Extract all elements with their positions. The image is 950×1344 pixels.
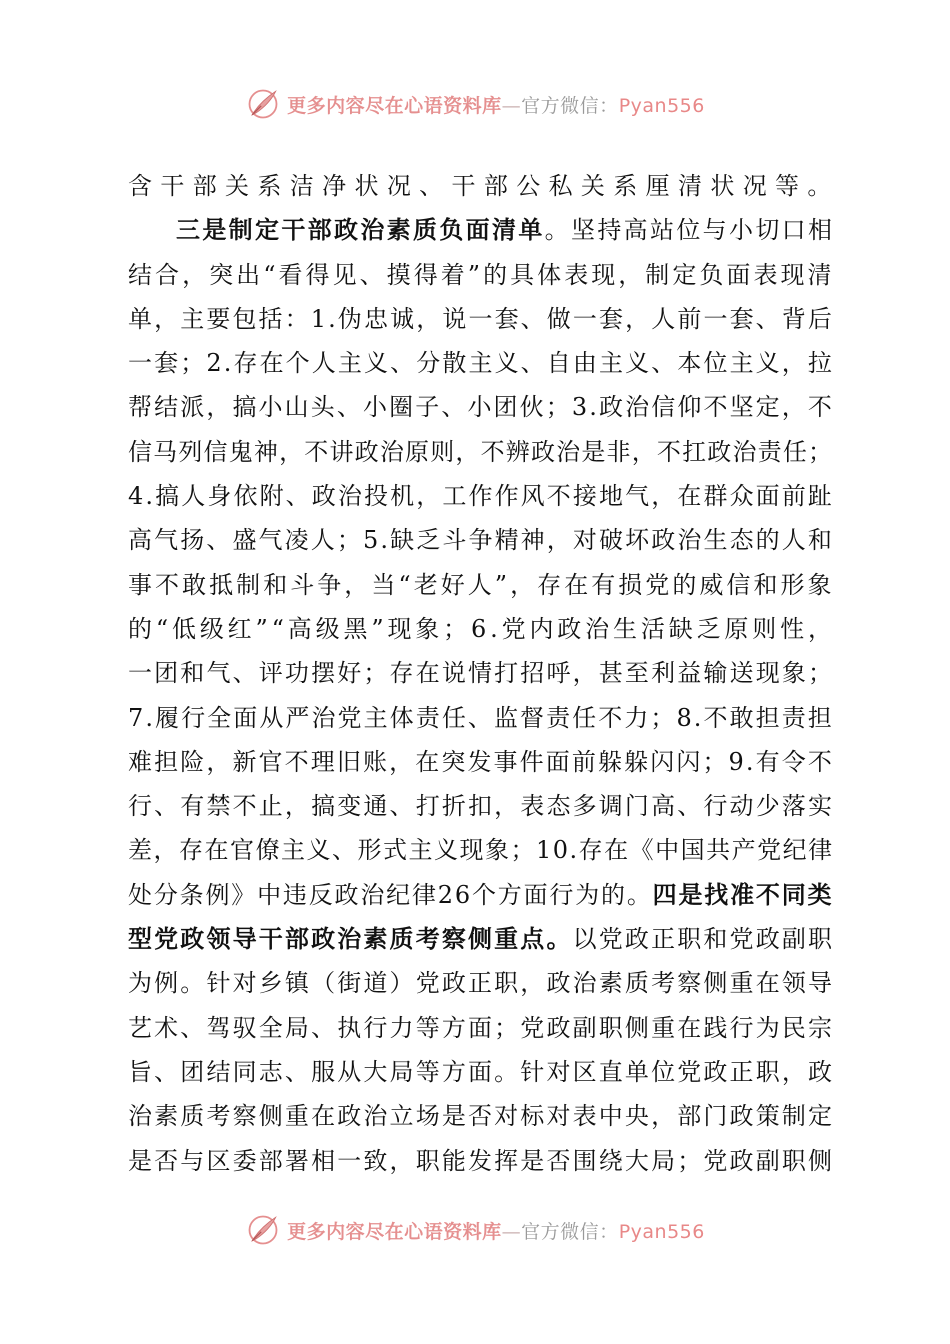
text-line	[128, 385, 835, 429]
text-span: 事不敢抵制和斗争，当“老好人”，存在有损党的威信和形象	[128, 570, 835, 599]
text-span: 一套；2.存在个人主义、分散主义、自由主义、本位主义，拉	[128, 349, 835, 378]
text-line	[128, 1094, 835, 1138]
text-span: 高气扬、盛气凌人；5.缺乏斗争精神，对破坏政治生态的人和	[128, 526, 835, 555]
text-span: 帮结派，搞小山头、小圈子、小团伙；3.政治信仰不坚定，不	[128, 393, 835, 422]
watermark-text: 更多内容尽在心语资料库—官方微信：Pyan556	[287, 94, 705, 117]
footer-watermark	[0, 1208, 950, 1252]
text-span: 含干部关系洁净状况、干部公私关系厘清状况等。	[128, 172, 832, 200]
text-span: 行、有禁不止，搞变通、打折扣，表态多调门高、行动少落实	[128, 792, 835, 821]
text-line	[128, 740, 835, 784]
bold-heading-text: 三是制定干部政治素质负面清单	[176, 215, 545, 245]
text-line	[128, 208, 835, 252]
text-span: 。坚持高站位与小切口相	[544, 216, 835, 245]
text-span: 为例。针对乡镇（街道）党政正职，政治素质考察侧重在领导	[128, 969, 835, 998]
text-line	[128, 961, 835, 1005]
text-line	[128, 784, 835, 828]
text-span: 是否与区委部署相一致，职能发挥是否围绕大局；党政副职侧	[128, 1146, 835, 1175]
text-line	[128, 1139, 835, 1183]
text-span: 一团和气、评功摆好；存在说情打招呼，甚至利益输送现象；	[128, 659, 835, 688]
text-span: 处分条例》中违反政治纪律26个方面行为的。	[128, 880, 653, 909]
text-span: 旨、团结同志、服从大局等方面。针对区直单位党政正职，政	[128, 1057, 835, 1086]
text-line	[128, 1006, 835, 1050]
bold-heading-text: 四是找准不同类	[652, 879, 834, 909]
text-span: 差，存在官僚主义、形式主义现象；10.存在《中国共产党纪律	[128, 836, 834, 865]
text-line	[128, 164, 832, 208]
text-line	[128, 297, 835, 341]
text-line	[128, 474, 835, 518]
header-watermark	[0, 82, 950, 126]
text-span: 艺术、驾驭全局、执行力等方面；党政副职侧重在践行为民宗	[128, 1013, 835, 1042]
quill-pen-icon	[245, 1212, 281, 1248]
text-line	[128, 873, 832, 917]
quill-pen-icon	[245, 86, 281, 122]
text-span: 以党政正职和党政副职	[572, 925, 835, 954]
text-span: 7.履行全面从严治党主体责任、监督责任不力；8.不敢担责担	[128, 703, 834, 732]
text-line	[128, 696, 832, 740]
watermark-text: 更多内容尽在心语资料库—官方微信：Pyan556	[287, 1220, 705, 1243]
text-line	[128, 341, 835, 385]
text-line	[128, 651, 835, 695]
text-span: 的“低级红”“高级黑”现象；6.党内政治生活缺乏原则性，	[128, 614, 836, 643]
text-line	[128, 607, 836, 651]
text-span: 单，主要包括：1.伪忠诚，说一套、做一套，人前一套、背后	[128, 304, 835, 333]
text-line	[128, 518, 835, 562]
text-span: 4.搞人身依附、政治投机，工作作风不接地气，在群众面前趾	[128, 482, 835, 511]
text-span: 信马列信鬼神，不讲政治原则，不辨政治是非，不扛政治责任；	[128, 437, 834, 466]
text-span: 结合，突出“看得见、摸得着”的具体表现，制定负面表现清	[128, 260, 835, 289]
body-text	[128, 164, 836, 1183]
text-line	[128, 1050, 835, 1094]
text-line	[128, 430, 832, 474]
text-line	[128, 253, 835, 297]
text-span: 治素质考察侧重在政治立场是否对标对表中央，部门政策制定	[128, 1102, 835, 1131]
text-line	[128, 828, 832, 872]
bold-heading-text: 型党政领导干部政治素质考察侧重点。	[128, 924, 573, 954]
text-line	[128, 563, 835, 607]
text-line	[128, 917, 835, 961]
text-span: 难担险，新官不理旧账，在突发事件面前躲躲闪闪；9.有令不	[128, 747, 835, 776]
